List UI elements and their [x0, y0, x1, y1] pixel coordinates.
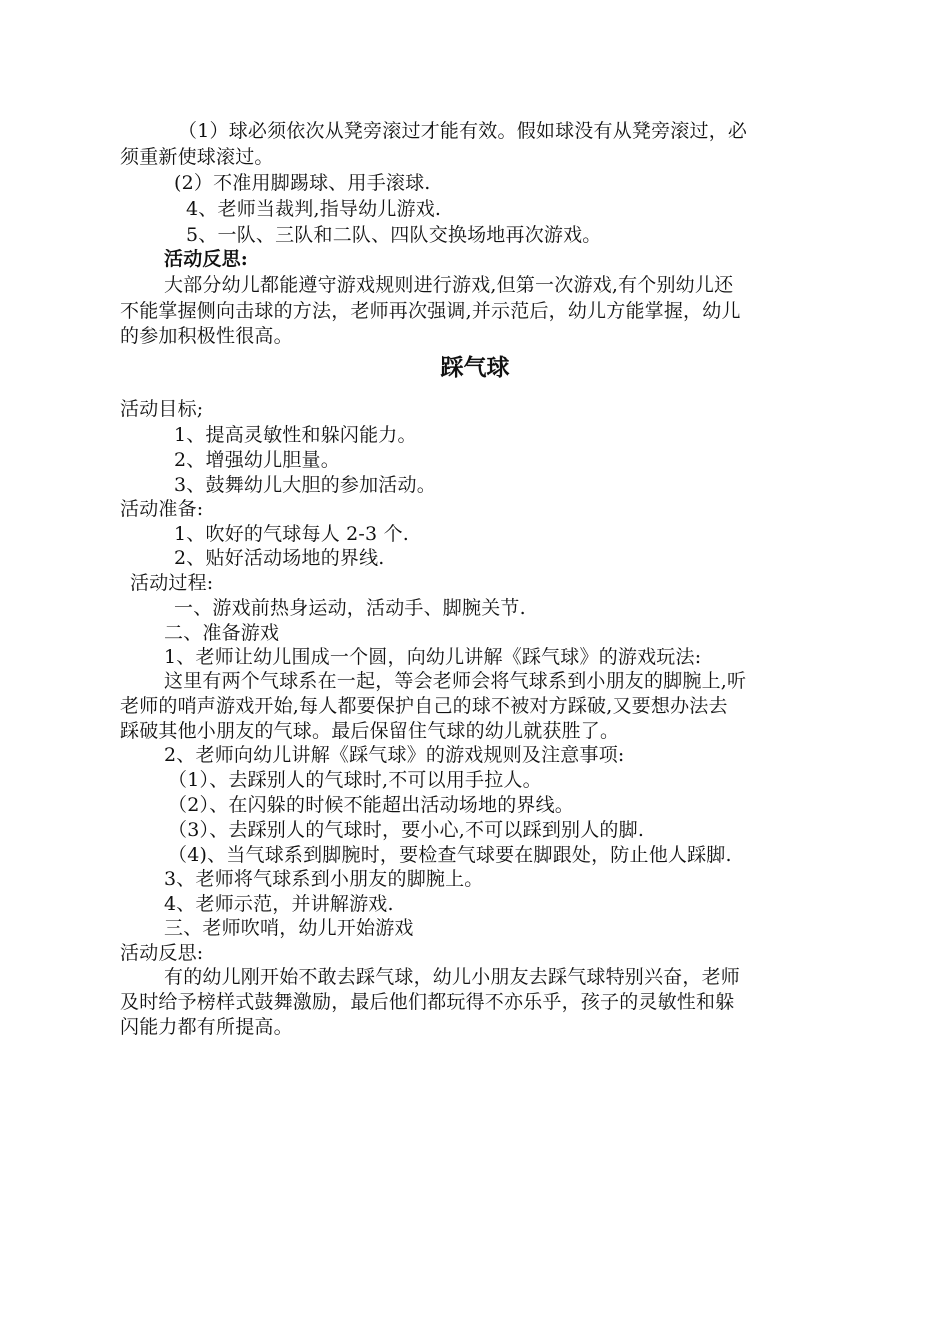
goals-heading: 活动目标; [120, 398, 204, 420]
rule-item: （2）、在闪躲的时候不能超出活动场地的界线。 [168, 794, 574, 816]
rule-item: （1）、去踩别人的气球时,不可以用手拉人。 [168, 769, 542, 791]
rule-1-line-2: 须重新使球滚过。 [120, 146, 274, 168]
play-desc-line-3: 踩破其他小朋友的气球。最后保留住气球的幼儿就获胜了。 [120, 720, 620, 742]
rule-item: （3）、去踩别人的气球时，要小心,不可以踩到别人的脚. [168, 819, 645, 841]
process-explain-play: 1、老师让幼儿围成一个圆，向幼儿讲解《踩气球》的游戏玩法: [164, 646, 702, 668]
step-4: 4、老师当裁判,指导幼儿游戏. [186, 198, 442, 220]
reflection-top-line-2: 不能掌握侧向击球的方法，老师再次强调,并示范后，幼儿方能掌握，幼儿 [120, 300, 741, 322]
rule-2: (2）不准用脚踢球、用手滚球. [174, 172, 431, 194]
reflection-line-1: 有的幼儿刚开始不敢去踩气球，幼儿小朋友去踩气球特别兴奋，老师 [164, 966, 741, 988]
reflection-heading-top: 活动反思: [164, 248, 249, 270]
prep-heading: 活动准备: [120, 498, 204, 520]
reflection-top-line-1: 大部分幼儿都能遵守游戏规则进行游戏,但第一次游戏,有个别幼儿还 [164, 274, 734, 296]
play-desc-line-1: 这里有两个气球系在一起，等会老师会将气球系到小朋友的脚腕上,听 [164, 670, 747, 692]
process-explain-rules: 2、老师向幼儿讲解《踩气球》的游戏规则及注意事项: [164, 744, 625, 766]
process-tie-balloons: 3、老师将气球系到小朋友的脚腕上。 [164, 868, 484, 890]
step-5: 5、一队、三队和二队、四队交换场地再次游戏。 [186, 224, 602, 246]
process-demonstrate: 4、老师示范，并讲解游戏. [164, 893, 394, 915]
process-heading: 活动过程: [130, 572, 214, 594]
process-warmup: 一、游戏前热身运动，活动手、脚腕关节. [174, 597, 526, 619]
prep-item: 1、吹好的气球每人 2-3 个. [174, 523, 410, 545]
play-desc-line-2: 老师的哨声游戏开始,每人都要保护自己的球不被对方踩破,又要想办法去 [120, 695, 728, 717]
rule-1-line-1: （1）球必须依次从凳旁滚过才能有效。假如球没有从凳旁滚过，必 [178, 120, 748, 142]
prep-item: 2、贴好活动场地的界线. [174, 547, 385, 569]
reflection-line-3: 闪能力都有所提高。 [120, 1016, 293, 1038]
goal-item: 2、增强幼儿胆量。 [174, 449, 340, 471]
page-title: 踩气球 [440, 355, 510, 381]
process-start: 三、老师吹哨，幼儿开始游戏 [164, 917, 414, 939]
rule-item: （4)、当气球系到脚腕时，要检查气球要在脚跟处，防止他人踩脚. [168, 844, 732, 866]
process-prepare-game: 二、准备游戏 [164, 622, 280, 644]
goal-item: 3、鼓舞幼儿大胆的参加活动。 [174, 474, 436, 496]
reflection-line-2: 及时给予榜样式鼓舞激励，最后他们都玩得不亦乐乎，孩子的灵敏性和躲 [120, 991, 735, 1013]
reflection-heading: 活动反思: [120, 942, 204, 964]
goal-item: 1、提高灵敏性和躲闪能力。 [174, 424, 417, 446]
reflection-top-line-3: 的参加积极性很高。 [120, 325, 293, 347]
